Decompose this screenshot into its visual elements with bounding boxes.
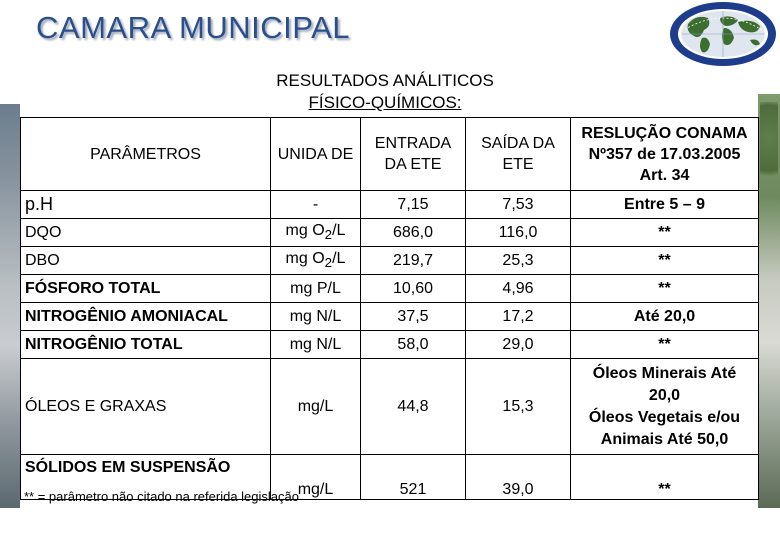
row-resolucao: ** [571,331,759,359]
row-unit: mg P/L [271,275,361,303]
table-row [21,331,759,359]
row-unit: mg $O_2/L$ [271,247,361,275]
globe-seal-icon [668,0,778,68]
row-saida: 29,0 [466,331,571,359]
row-parameter: ÓLEOS E GRAXAS [21,359,271,455]
table-row [21,275,759,303]
header-parametros: PARÂMETROS [21,118,271,191]
row-resolucao: Entre 5 – 9 [571,191,759,219]
row-entrada: 44,8 [361,359,466,455]
row-unit: mg/L [271,359,361,455]
row-unit: mg N/L [271,303,361,331]
table-row [21,247,759,275]
row-unit: mg N/L [271,331,361,359]
row-parameter: DQO [21,219,271,247]
row-saida: 25,3 [466,247,571,275]
row-parameter: NITROGÊNIO AMONIACAL [21,303,271,331]
row-saida: 39,0 [466,455,571,500]
table-row [21,191,759,219]
row-parameter: DBO [21,247,271,275]
resolucao-line: Óleos Minerais Até 20,0 [592,364,737,404]
row-resolucao: ** [571,275,759,303]
footnote: ** = parâmetro não citado na referida legislação [24,489,299,504]
page-title: CAMARA MUNICIPAL [36,10,351,45]
background-photo-right [758,94,780,508]
row-entrada: 10,60 [361,275,466,303]
row-resolucao: ** [571,455,759,500]
row-saida: 17,2 [466,303,571,331]
table-row [21,219,759,247]
row-saida: 7,53 [466,191,571,219]
row-resolucao: ** [571,247,759,275]
row-resolucao [571,359,759,455]
row-entrada: 219,7 [361,247,466,275]
table-row [21,303,759,331]
row-saida: 116,0 [466,219,571,247]
table-header-row [21,118,759,191]
row-resolucao: ** [571,219,759,247]
row-parameter: SÓLIDOS EM SUSPENSÃO [21,455,271,500]
row-parameter: NITROGÊNIO TOTAL [21,331,271,359]
row-saida: 4,96 [466,275,571,303]
row-entrada: 37,5 [361,303,466,331]
row-unit: - [271,191,361,219]
subtitle-line-2: FÍSICO-QUÍMICOS: [308,93,462,112]
row-entrada: 686,0 [361,219,466,247]
table-row [21,359,759,455]
header-saida: SAÍDA DA ETE [466,118,571,191]
row-entrada: 521 [361,455,466,500]
resolucao-line: Óleos Vegetais e/ou Animais Até 50,0 [588,408,741,448]
row-parameter: FÓSFORO TOTAL [21,275,271,303]
header-entrada: ENTRADA DA ETE [361,118,466,191]
row-resolucao: Até 20,0 [571,303,759,331]
row-parameter: p.H [21,191,271,219]
row-unit: mg/L [271,455,361,500]
header-unidade: UNIDA DE [271,118,361,191]
bottom-margin [0,508,780,540]
row-saida: 15,3 [466,359,571,455]
row-unit: mg $O_2/L$ [271,219,361,247]
background-photo-left [0,104,20,508]
row-entrada: 7,15 [361,191,466,219]
row-entrada: 58,0 [361,331,466,359]
subtitle-line-1: RESULTADOS ANÁLITICOS [276,71,494,90]
header-resolucao: RESLUÇÃO CONAMA Nº357 de 17.03.2005 Art. 34 [571,118,759,191]
